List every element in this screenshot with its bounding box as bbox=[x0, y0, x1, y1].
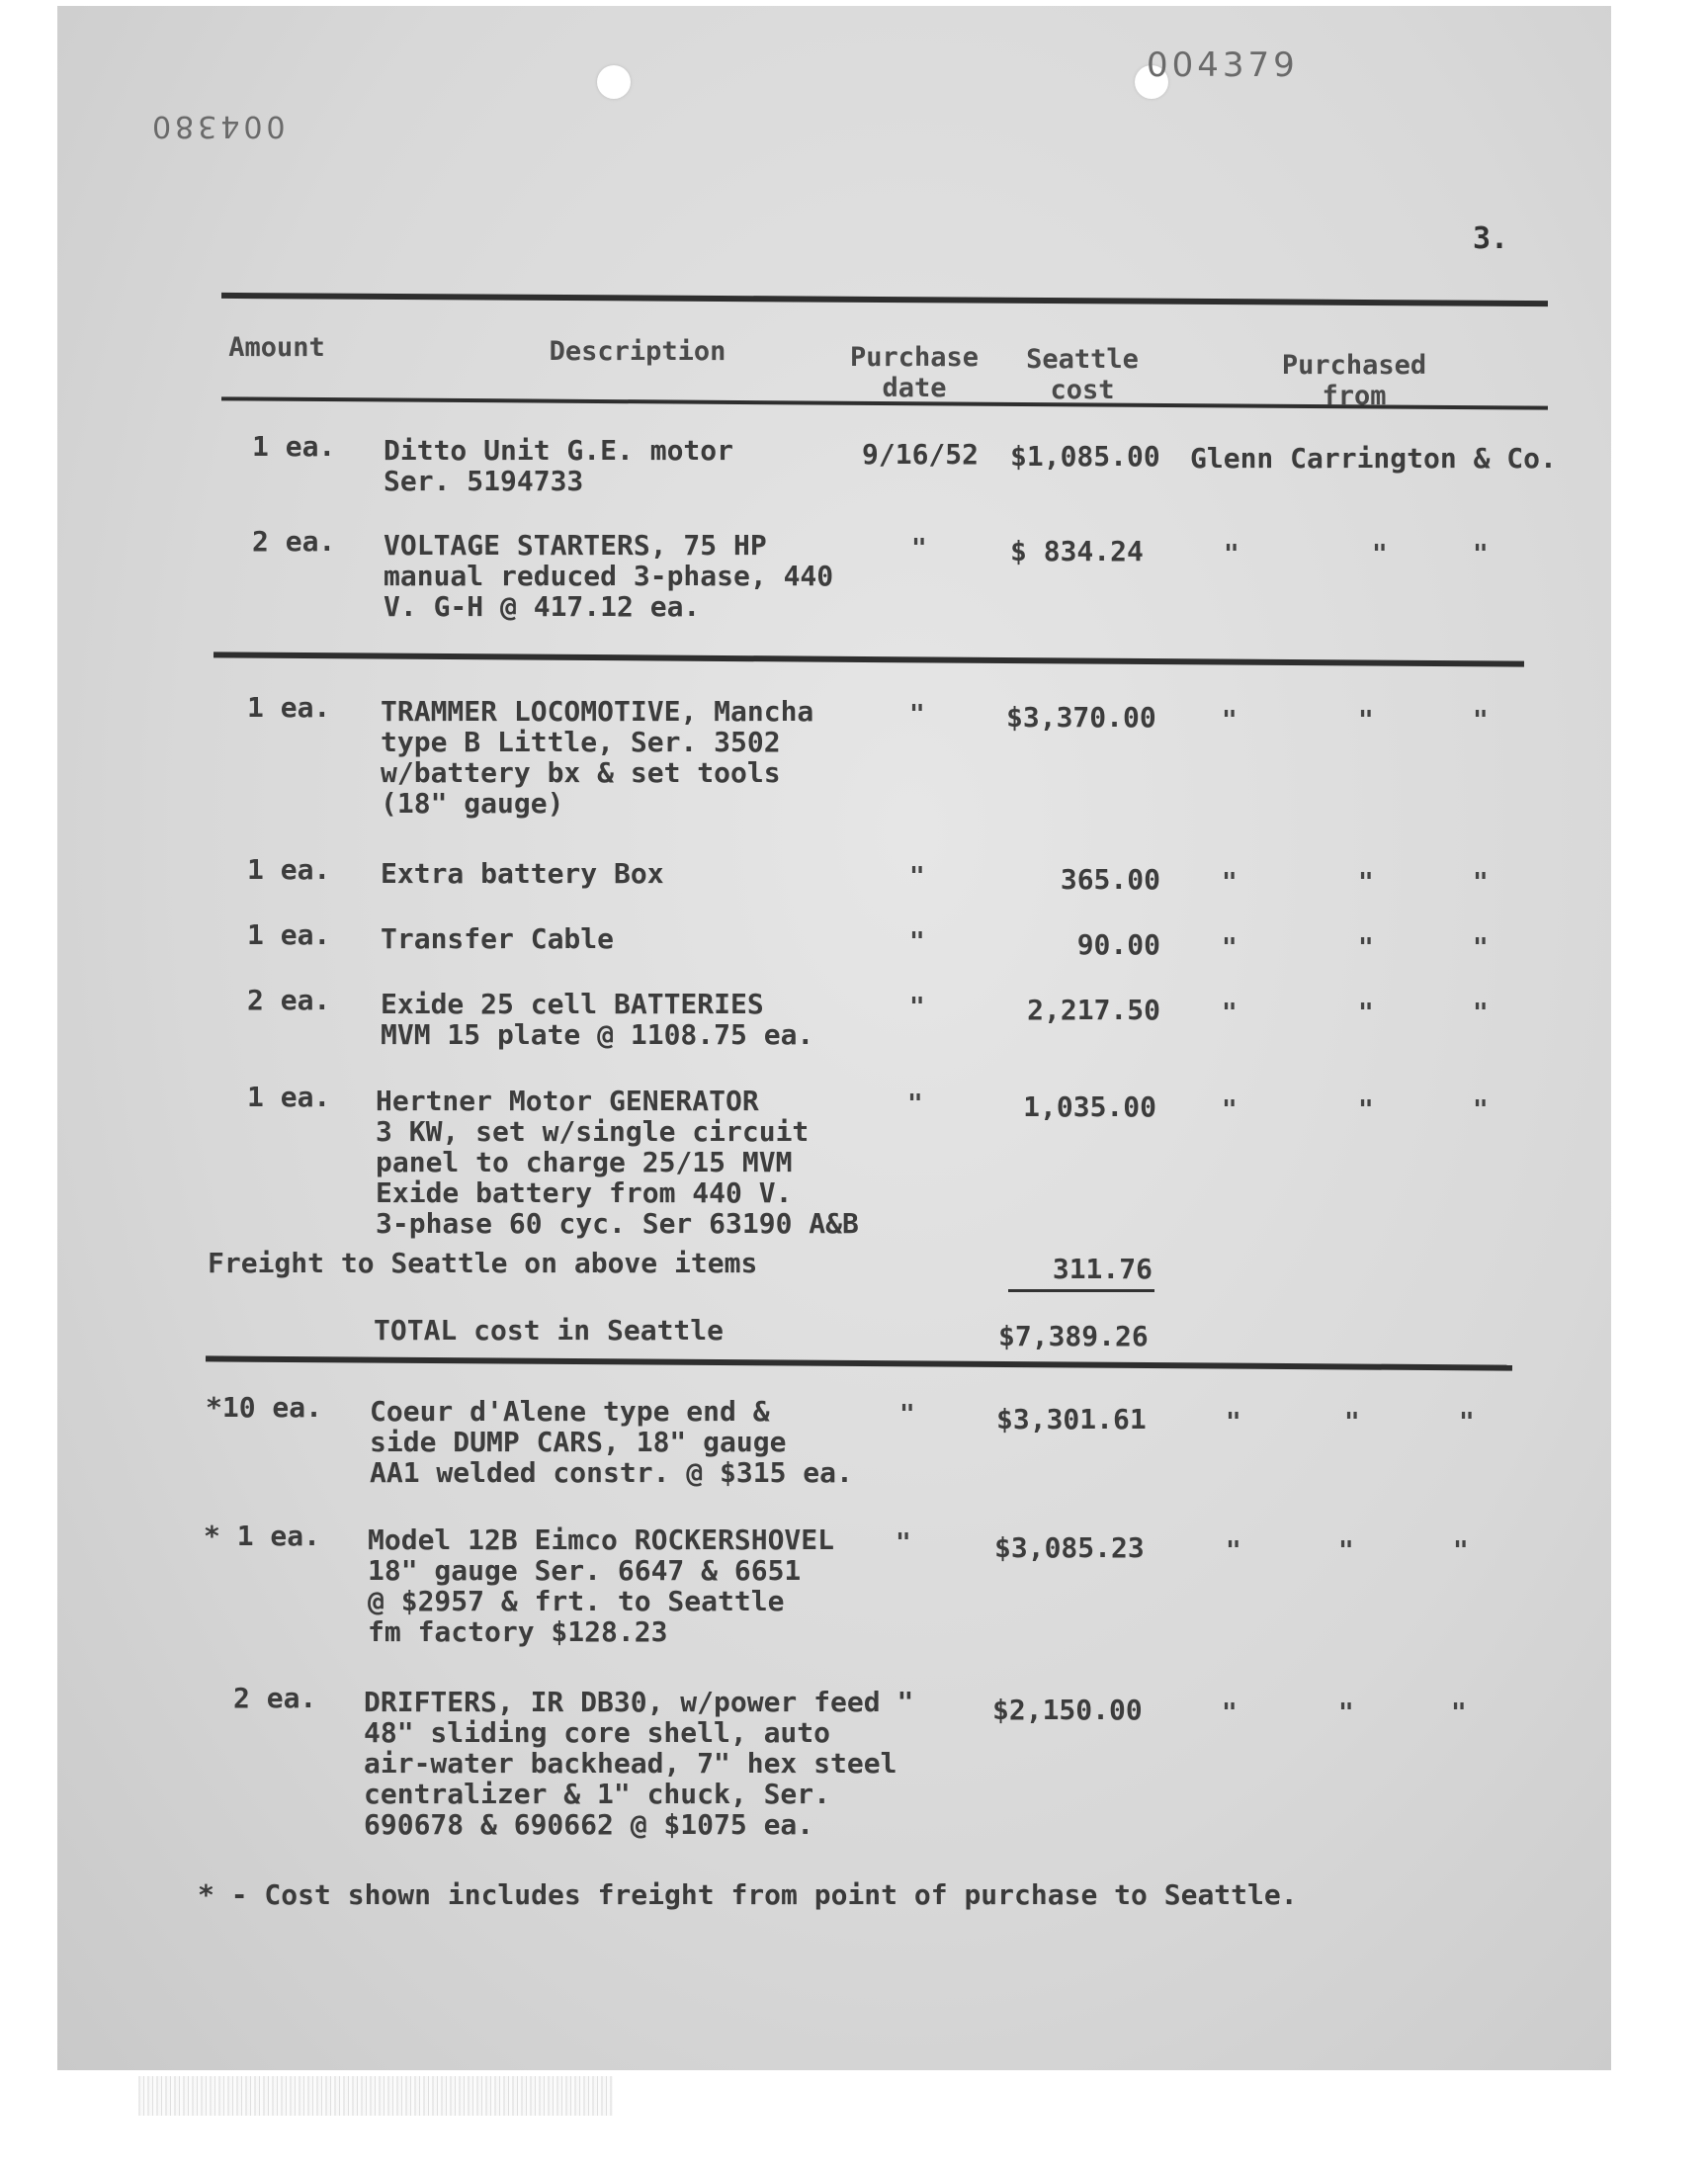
row-amount: 2 ea. bbox=[247, 984, 331, 1016]
ditto-mark: " bbox=[1451, 1698, 1467, 1728]
row-description: Coeur d'Alene type end & side DUMP CARS, 18" gauge AA1 welded constr. @ $315 ea. bbox=[370, 1395, 853, 1489]
row-seattle-cost: $3,301.61 bbox=[996, 1403, 1147, 1436]
ditto-mark: " bbox=[896, 1528, 911, 1558]
row-amount: 1 ea. bbox=[247, 691, 331, 724]
page-number: 3. bbox=[1473, 221, 1509, 256]
ditto-mark: " bbox=[1222, 868, 1238, 898]
ditto-mark: " bbox=[1344, 1408, 1360, 1437]
ditto-mark: " bbox=[1358, 999, 1374, 1028]
ditto-mark: " bbox=[899, 1400, 915, 1430]
freight-cost: 311.76 bbox=[1052, 1253, 1153, 1285]
row-amount: 2 ea. bbox=[233, 1682, 317, 1714]
row-seattle-cost: $3,085.23 bbox=[994, 1531, 1145, 1564]
freight-label: Freight to Seattle on above items bbox=[208, 1247, 758, 1279]
ditto-mark: " bbox=[911, 534, 927, 564]
row-description: VOLTAGE STARTERS, 75 HP manual reduced 3-phase, 440 V. G-H @ 417.12 ea. bbox=[384, 529, 834, 623]
ditto-mark: " bbox=[1222, 1095, 1238, 1125]
header-seattle-cost: Seattle cost bbox=[1026, 344, 1139, 405]
ditto-mark: " bbox=[909, 927, 925, 957]
row-seattle-cost: 365.00 bbox=[1060, 863, 1160, 896]
ditto-mark: " bbox=[1338, 1536, 1354, 1566]
ditto-mark: " bbox=[1358, 933, 1374, 963]
row-description: Exide 25 cell BATTERIES MVM 15 plate @ 1108.75 ea. bbox=[381, 988, 814, 1051]
footnote: * - Cost shown includes freight from point of purchase to Seattle. bbox=[198, 1878, 1298, 1911]
row-seattle-cost: $2,150.00 bbox=[992, 1694, 1143, 1726]
header-description: Description bbox=[549, 336, 726, 367]
ditto-mark: " bbox=[1473, 1095, 1489, 1125]
ditto-mark: " bbox=[1473, 540, 1489, 569]
ditto-mark: " bbox=[1226, 1536, 1241, 1566]
document-stamp-number: 004379 bbox=[1147, 45, 1299, 85]
row-seattle-cost: 90.00 bbox=[1076, 928, 1160, 961]
row-seattle-cost: 1,035.00 bbox=[1023, 1090, 1156, 1123]
ditto-mark: " bbox=[1224, 540, 1239, 569]
ditto-mark: " bbox=[1459, 1408, 1475, 1437]
row-amount: 1 ea. bbox=[247, 1081, 331, 1113]
ditto-mark: " bbox=[1473, 999, 1489, 1028]
total-cost: $7,389.26 bbox=[998, 1320, 1149, 1352]
ditto-mark: " bbox=[1372, 540, 1388, 569]
ditto-mark: " bbox=[1222, 933, 1238, 963]
ditto-mark: " bbox=[1473, 933, 1489, 963]
ditto-mark: " bbox=[1453, 1536, 1469, 1566]
scan-artifact bbox=[138, 2076, 613, 2116]
row-description: Transfer Cable bbox=[381, 922, 615, 955]
row-seattle-cost: $1,085.00 bbox=[1010, 440, 1160, 473]
subtotal-underline bbox=[1008, 1289, 1154, 1292]
ditto-mark: " bbox=[909, 993, 925, 1022]
row-purchase-date: 9/16/52 bbox=[862, 438, 980, 471]
ditto-mark: " bbox=[1222, 706, 1238, 736]
header-amount: Amount bbox=[228, 332, 325, 363]
header-purchase-date: Purchase date bbox=[849, 342, 980, 403]
row-purchased-from: Glenn Carrington & Co. bbox=[1190, 442, 1557, 475]
row-amount: * 1 ea. bbox=[204, 1520, 321, 1552]
row-amount: *10 ea. bbox=[206, 1391, 323, 1424]
ditto-mark: " bbox=[1338, 1698, 1354, 1728]
row-amount: 2 ea. bbox=[252, 525, 336, 558]
punch-hole-left bbox=[597, 65, 631, 99]
row-description: DRIFTERS, IR DB30, w/power feed " 48" sliding core shell, auto air-water backhead, 7" hex steel centralizer & 1" chuck, Ser. 690678 & 690662 @ $1075 ea. bbox=[364, 1686, 914, 1841]
row-description: Model 12B Eimco ROCKERSHOVEL 18" gauge Ser. 6647 & 6651 @ $2957 & frt. to Seattle fm factory $128.23 bbox=[368, 1523, 835, 1648]
ditto-mark: " bbox=[1473, 868, 1489, 898]
ditto-mark: " bbox=[1358, 706, 1374, 736]
ditto-mark: " bbox=[909, 862, 925, 892]
row-amount: 1 ea. bbox=[252, 430, 336, 463]
ditto-mark: " bbox=[1222, 1698, 1238, 1728]
row-description: TRAMMER LOCOMOTIVE, Mancha type B Little, Ser. 3502 w/battery bx & set tools (18" gauge) bbox=[381, 695, 814, 820]
row-amount: 1 ea. bbox=[247, 918, 331, 951]
ditto-mark: " bbox=[1222, 999, 1238, 1028]
ditto-mark: " bbox=[907, 1089, 923, 1119]
total-label: TOTAL cost in Seattle bbox=[374, 1314, 725, 1347]
ditto-mark: " bbox=[1358, 1095, 1374, 1125]
row-description: Hertner Motor GENERATOR 3 KW, set w/single circuit panel to charge 25/15 MVM Exide battery from 440 V. 3-phase 60 cyc. Ser 63190 A&B bbox=[376, 1085, 859, 1240]
header-purchased-from: Purchased from bbox=[1281, 350, 1427, 411]
row-seattle-cost: $3,370.00 bbox=[1006, 701, 1156, 734]
document-stamp-number-inverted: 004380 bbox=[148, 109, 286, 143]
row-description: Ditto Unit G.E. motor Ser. 5194733 bbox=[384, 434, 734, 497]
row-description: Extra battery Box bbox=[381, 857, 664, 890]
ditto-mark: " bbox=[909, 700, 925, 730]
ditto-mark: " bbox=[1473, 706, 1489, 736]
row-amount: 1 ea. bbox=[247, 853, 331, 886]
row-seattle-cost: $ 834.24 bbox=[1010, 535, 1144, 567]
ditto-mark: " bbox=[1358, 868, 1374, 898]
ditto-mark: " bbox=[1226, 1408, 1241, 1437]
row-seattle-cost: 2,217.50 bbox=[1027, 994, 1160, 1026]
